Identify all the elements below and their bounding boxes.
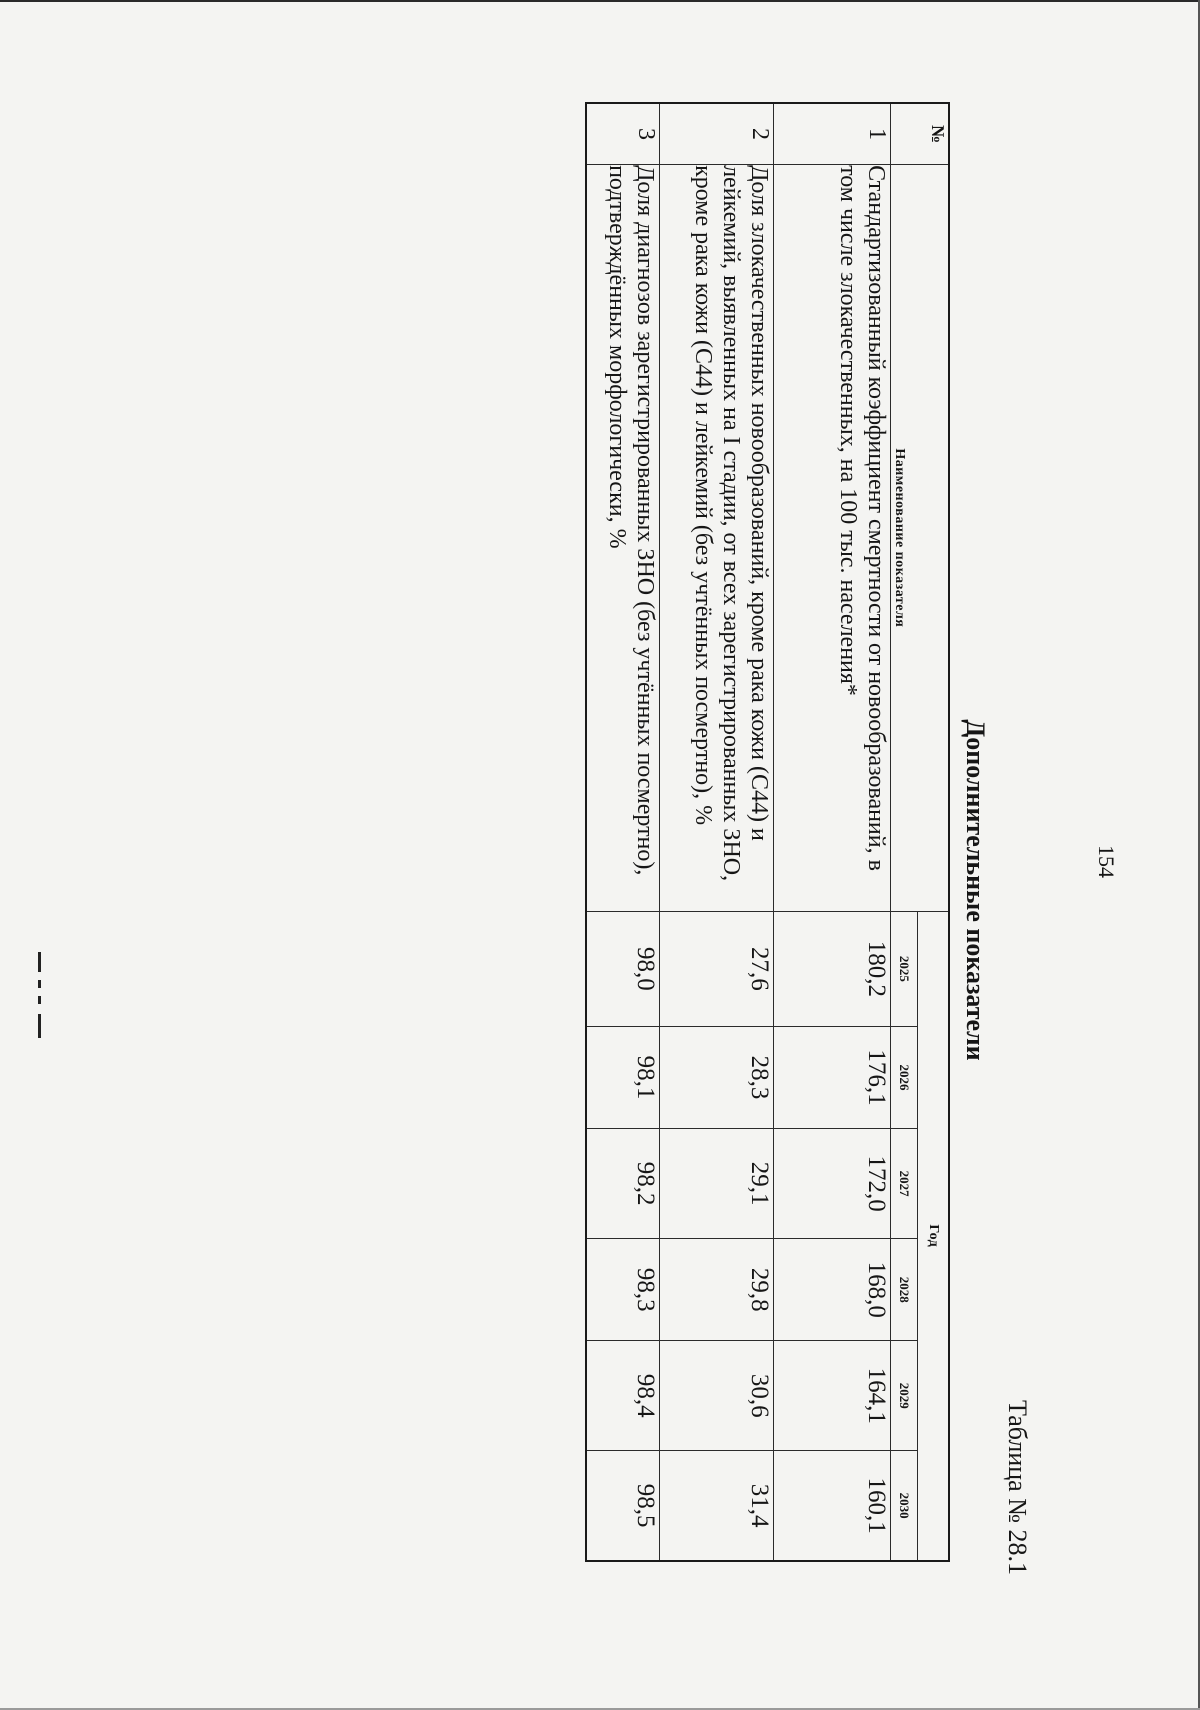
row-number: 2 (660, 103, 774, 165)
value-2026: 28,3 (660, 1026, 774, 1128)
table-label: Таблица № 28.1 (1003, 1400, 1032, 1576)
header-year-2030: 2030 (891, 1451, 918, 1561)
header-year-2026: 2026 (891, 1026, 918, 1128)
header-year-group: Год (918, 911, 950, 1561)
value-2028: 98,3 (587, 1239, 660, 1341)
indicator-name: Доля диагнозов зарегистрированных ЗНО (без учтённых посмертно), подтверждённых морфологически, % (587, 165, 660, 912)
indicator-name: Стандартизованный коэффициент смертности от новообразований, в том числе злокачественных, на 100 тыс. населения* (774, 165, 891, 912)
header-num: № (891, 103, 950, 165)
value-2030: 98,5 (587, 1451, 660, 1561)
value-2029: 30,6 (660, 1341, 774, 1451)
value-2025: 27,6 (660, 911, 774, 1026)
value-2027: 98,2 (587, 1129, 660, 1239)
indicators-table (586, 102, 951, 1562)
row-number: 1 (774, 103, 891, 165)
header-year-2029: 2029 (891, 1341, 918, 1451)
value-2029: 98,4 (587, 1341, 660, 1451)
indicator-name: Доля злокачественных новообразований, кроме рака кожи (С44) и лейкемий, выявленных на I стадии, от всех зарегистрированных ЗНО, кроме рака кожи (С44) и лейкемий (без учтённых посмертно), % (660, 165, 774, 912)
value-2026: 98,1 (587, 1026, 660, 1128)
value-2026: 176,1 (774, 1026, 891, 1128)
header-name: Наименование показателя (891, 165, 950, 912)
value-2028: 168,0 (774, 1239, 891, 1341)
table-row (587, 103, 660, 1561)
table-title: Дополнительные показатели (961, 719, 990, 1061)
table-row (660, 103, 774, 1561)
header-year-2028: 2028 (891, 1239, 918, 1341)
header-year-2025: 2025 (891, 911, 918, 1026)
row-number: 3 (587, 103, 660, 165)
value-2028: 29,8 (660, 1239, 774, 1341)
value-2025: 180,2 (774, 911, 891, 1026)
page-number: 154 (1094, 845, 1119, 878)
header-year-2027: 2027 (891, 1129, 918, 1239)
value-2030: 31,4 (660, 1451, 774, 1561)
table-row (774, 103, 891, 1561)
value-2025: 98,0 (587, 911, 660, 1026)
value-2027: 29,1 (660, 1129, 774, 1239)
value-2030: 160,1 (774, 1451, 891, 1561)
value-2029: 164,1 (774, 1341, 891, 1451)
value-2027: 172,0 (774, 1129, 891, 1239)
